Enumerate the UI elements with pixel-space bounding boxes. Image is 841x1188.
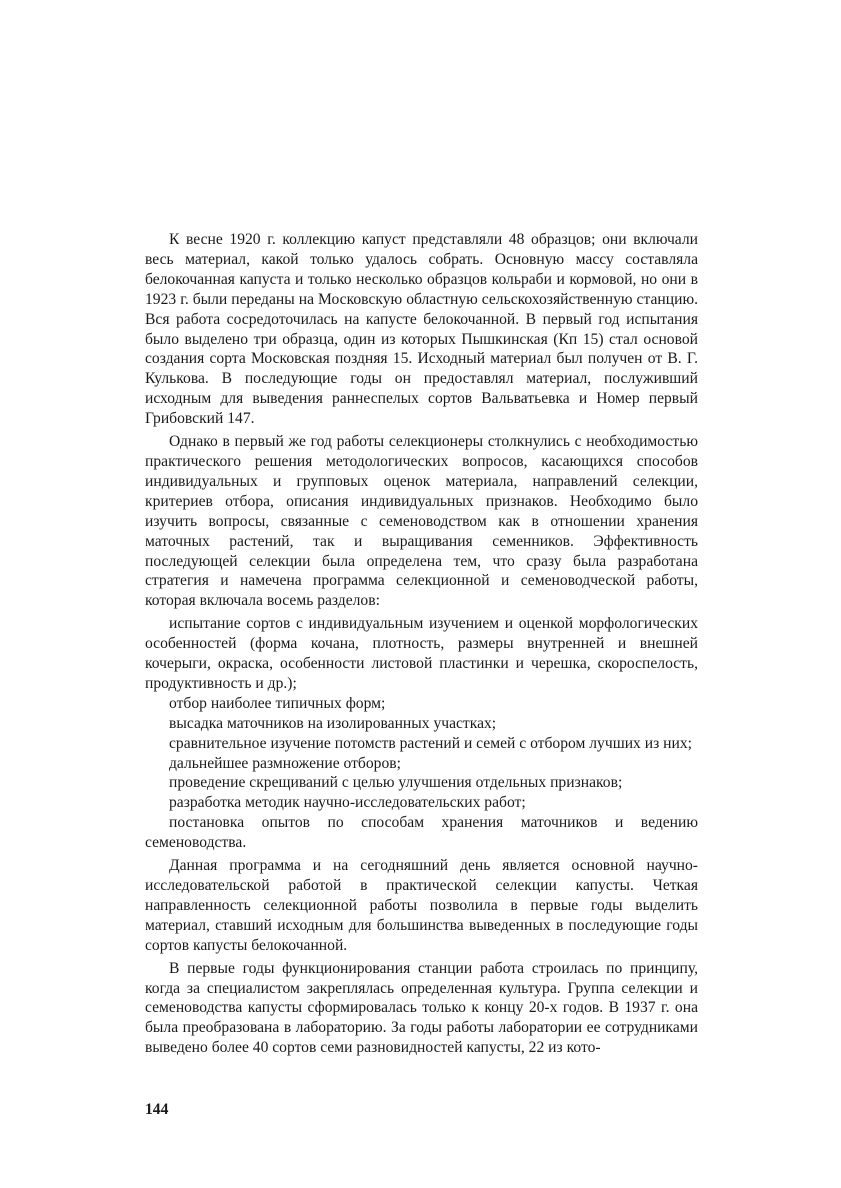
paragraph: Однако в первый же год работы селекционеры столкнулись с необходимостью практического решения методологических вопросов, касающихся способов индивидуальных и групповых оценок материала, направлений селекции, критериев отбора, описания индивидуальных признаков. Необходимо было изучить вопросы, связанные с семеноводством как в отношении хранения маточных растений, так и выращивания семенников. Эффективность последующей селекции была определена тем, что сразу была разработана стратегия и намечена программа селекционной и семеноводческой работы, которая включала восемь разделов: [145,433,698,610]
program-list [145,614,698,853]
list-item: разработка методик научно-исследовательских работ; [169,794,526,812]
paragraph: Данная программа и на сегодняшний день является основной научно-исследовательской работой в практической селекции капусты. Четкая направленность селекционной работы позволила в первые годы выделить материал, ставший исходным для большинства выведенных в последующие годы сортов капусты белокочанной. [145,857,698,954]
list-item: дальнейшее размножение отборов; [169,754,401,772]
list-item: постановка опытов по способам хранения маточников и ведению семеноводства. [145,814,698,852]
list-item: отбор наиболее типичных форм; [169,694,386,712]
list-item: проведение скрещиваний с целью улучшения отдельных признаков; [169,774,623,792]
page-number: 144 [145,1101,169,1118]
list-item: высадка маточников на изолированных участках; [169,714,497,732]
page-body [145,230,698,1061]
list-item: испытание сортов с индивидуальным изучением и оценкой морфологических особенностей (форма кочана, плотность, размеры внутренней и внешней кочерыги, окраска, особенности листовой пластинки и черешка, скороспелость, продуктивность и др.); [145,615,698,692]
paragraph: К весне 1920 г. коллекцию капуст представляли 48 образцов; они включали весь материал, какой только удалось собрать. Основную массу составляла белокочанная капуста и только несколько образцов кольраби и кормовой, но они в 1923 г. были переданы на Московскую областную сельскохозяйственную станцию. Вся работа сосредоточилась на капусте белокочанной. В первый год испытания было выделено три образца, один из которых Пышкинская (Кп 15) стал основой создания сорта Московская поздняя 15. Исходный материал был получен от В. Г. Кулькова. В последующие годы он предоставлял материал, послуживший исходным для выведения раннеспелых сортов Вальватьевка и Номер первый Грибовский 147. [145,231,698,428]
paragraph: В первые годы функционирования станции работа строилась по принципу, когда за специалистом закреплялась определенная культура. Группа селекции и семеноводства капусты сформировалась только к концу 20-х годов. В 1937 г. она была преобразована в лабораторию. За годы работы лаборатории ее сотрудниками выведено более 40 сортов семи разновидностей капусты, 22 из кото- [145,959,698,1057]
list-item: сравнительное изучение потомств растений и семей с отбором лучших из них; [169,734,692,752]
